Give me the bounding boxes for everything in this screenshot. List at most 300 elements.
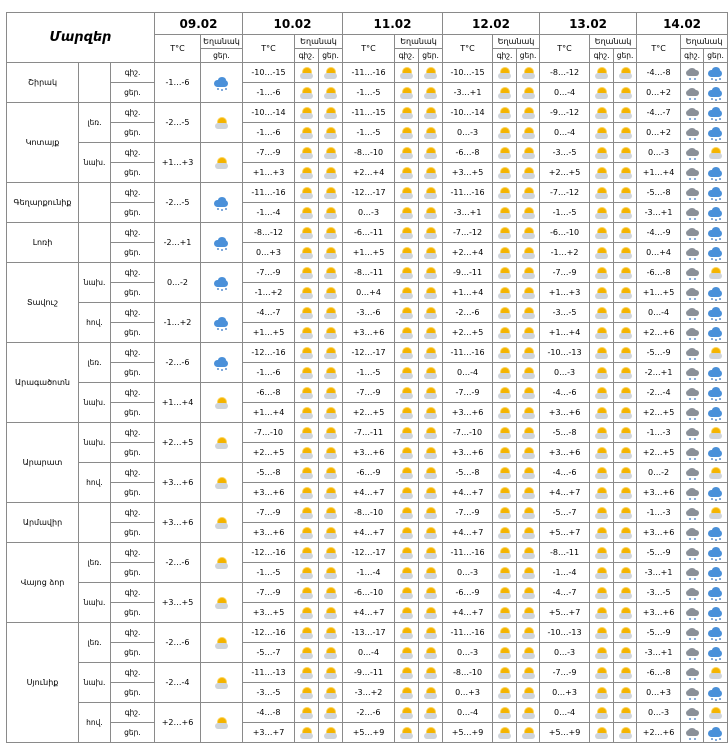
weather-day [419, 243, 443, 263]
partly-cloudy-icon [496, 567, 513, 580]
weather-day [319, 483, 343, 503]
temp-cell: +1…+5 [637, 283, 681, 303]
weather-day [517, 403, 540, 423]
temp-cell: -5…-7 [243, 643, 295, 663]
weather-day [319, 643, 343, 663]
temp-value: +1…+4 [161, 398, 194, 407]
cloudy-snow-icon [684, 147, 701, 160]
cloudy-snow-icon [684, 567, 701, 580]
weather-night [681, 203, 704, 223]
weather-day [704, 83, 728, 103]
temp-cell: -5…-7 [540, 503, 590, 523]
cloudy-snow-icon [684, 327, 701, 340]
weather-night [295, 383, 319, 403]
partly-cloudy-icon [213, 117, 230, 130]
weather-night [395, 143, 419, 163]
partly-cloudy-icon [298, 667, 315, 680]
partly-cloudy-icon [520, 587, 537, 600]
weather-day [704, 143, 728, 163]
partly-cloudy-icon [398, 307, 415, 320]
weather-night [295, 163, 319, 183]
partly-cloudy-icon [617, 347, 634, 360]
weather-night [590, 443, 614, 463]
table-row [7, 83, 728, 103]
partly-cloudy-icon [422, 307, 439, 320]
snow-cloud-icon [213, 77, 230, 90]
temp-cell: -3…-6 [343, 303, 395, 323]
snow-cloud-icon [707, 207, 724, 220]
weather-night [395, 423, 419, 443]
partly-cloudy-icon [322, 307, 339, 320]
weather-night [395, 163, 419, 183]
temp-cell: -3…-5 [540, 143, 590, 163]
partly-cloudy-icon [520, 687, 537, 700]
temp-cell: +1…+4 [637, 163, 681, 183]
weather-day [517, 123, 540, 143]
weather-night [295, 623, 319, 643]
temp-cell: 0…-3 [443, 643, 493, 663]
night-header: գիշ. [295, 49, 319, 63]
weather-day [704, 63, 728, 83]
weather-day [517, 143, 540, 163]
table-row [7, 123, 728, 143]
weather-night [295, 643, 319, 663]
table-row [7, 683, 728, 703]
partly-cloudy-icon [422, 187, 439, 200]
weather-day [419, 123, 443, 143]
partly-cloudy-icon [298, 67, 315, 80]
partly-cloudy-icon [398, 507, 415, 520]
region-name: Արմավիր [7, 503, 79, 543]
time-of-day: գիշ. [111, 63, 155, 83]
weather-day1 [201, 623, 243, 663]
weather-night [493, 243, 517, 263]
weather-night [681, 723, 704, 743]
weather-night [395, 63, 419, 83]
weather-day [704, 103, 728, 123]
weather-night [590, 103, 614, 123]
temp-cell: -11…-16 [343, 63, 395, 83]
weather-day [419, 463, 443, 483]
weather-day [704, 323, 728, 343]
cloudy-snow-icon [684, 267, 701, 280]
partly-cloudy-icon [520, 87, 537, 100]
temp-cell: +2…+5 [540, 163, 590, 183]
partly-cloudy-icon [617, 327, 634, 340]
subregion-name: նախ. [79, 143, 111, 183]
temp-cell: -12…-17 [343, 183, 395, 203]
partly-cloudy-icon [496, 607, 513, 620]
partly-cloudy-icon [520, 487, 537, 500]
region-name: Արագածոտն [7, 343, 79, 423]
weather-day [319, 663, 343, 683]
time-of-day: ցեր. [111, 203, 155, 223]
temp-cell: 0…-3 [637, 143, 681, 163]
partly-cloudy-icon [422, 327, 439, 340]
weather-day1 [201, 343, 243, 383]
subregion-name: լեռ. [79, 543, 111, 583]
weather-day1 [201, 183, 243, 223]
partly-cloudy-icon [398, 727, 415, 740]
partly-cloudy-icon [298, 507, 315, 520]
weather-night [493, 303, 517, 323]
snow-cloud-icon [707, 307, 724, 320]
partly-cloudy-icon [322, 227, 339, 240]
weather-night [395, 723, 419, 743]
date-header: 09.02 [155, 13, 243, 35]
partly-cloudy-icon [213, 397, 230, 410]
weather-day [517, 603, 540, 623]
subregion-name: նախ. [79, 583, 111, 623]
weather-night [681, 163, 704, 183]
temp-value: +1…+3 [161, 158, 194, 167]
weather-night [295, 523, 319, 543]
partly-cloudy-icon [496, 227, 513, 240]
partly-cloudy-icon [520, 447, 537, 460]
region-name: Գեղարքունիք [7, 183, 79, 223]
temp-cell: +5…+9 [343, 723, 395, 743]
temp-cell: -9…-11 [443, 263, 493, 283]
subregion-name [79, 63, 111, 103]
partly-cloudy-icon [298, 247, 315, 260]
partly-cloudy-icon [520, 507, 537, 520]
temp-cell: -6…-10 [343, 583, 395, 603]
weather-day [614, 223, 637, 243]
partly-cloudy-icon [617, 307, 634, 320]
partly-cloudy-icon [617, 727, 634, 740]
table-row [7, 223, 728, 243]
temp-cell: 0…-3 [637, 703, 681, 723]
weather-day [319, 103, 343, 123]
temp-value: +3…+6 [161, 518, 194, 527]
weather-night [295, 703, 319, 723]
temp-cell: -4…-6 [540, 463, 590, 483]
temp-cell: -7…-9 [443, 383, 493, 403]
partly-cloudy-icon [593, 67, 610, 80]
cloudy-snow-icon [684, 607, 701, 620]
weather-day [517, 563, 540, 583]
date-header: 14.02 [637, 13, 728, 35]
partly-cloudy-icon [593, 427, 610, 440]
weather-day [319, 503, 343, 523]
temp-cell: +4…+7 [443, 603, 493, 623]
weather-day [704, 563, 728, 583]
partly-cloudy-icon [617, 387, 634, 400]
partly-cloudy-icon [617, 187, 634, 200]
partly-cloudy-icon [298, 487, 315, 500]
weather-day [517, 263, 540, 283]
temp-cell: -7…-9 [243, 143, 295, 163]
day-header: ցեր. [517, 49, 540, 63]
partly-cloudy-icon [496, 247, 513, 260]
weather-day1 [201, 383, 243, 423]
partly-cloudy-icon [322, 167, 339, 180]
temp-day1 [155, 503, 201, 543]
weather-day [517, 343, 540, 363]
temp-header: T°C [155, 35, 201, 63]
time-of-day: ցեր. [111, 643, 155, 663]
time-of-day: ցեր. [111, 563, 155, 583]
partly-cloudy-icon [520, 147, 537, 160]
temp-cell: -1…-6 [243, 363, 295, 383]
time-of-day: գիշ. [111, 383, 155, 403]
partly-cloudy-icon [593, 247, 610, 260]
weather-day [319, 583, 343, 603]
temp-cell: -13…-17 [343, 623, 395, 643]
weather-night [493, 203, 517, 223]
temp-cell: -1…-3 [637, 423, 681, 443]
cloudy-snow-icon [684, 427, 701, 440]
weather-day [614, 383, 637, 403]
weather-night [590, 223, 614, 243]
time-of-day: գիշ. [111, 623, 155, 643]
weather-day [614, 143, 637, 163]
weather-night [395, 603, 419, 623]
time-of-day: ցեր. [111, 123, 155, 143]
weather-day [517, 423, 540, 443]
partly-cloudy-icon [398, 387, 415, 400]
temp-cell: -6…-10 [540, 223, 590, 243]
temp-cell: -6…-8 [443, 143, 493, 163]
weather-day [517, 523, 540, 543]
partly-cloudy-icon [322, 407, 339, 420]
table-row [7, 643, 728, 663]
temp-cell: -7…-9 [243, 263, 295, 283]
partly-cloudy-icon [213, 557, 230, 570]
weather-day1 [201, 263, 243, 303]
cloudy-snow-icon [684, 667, 701, 680]
temp-day1 [155, 583, 201, 623]
partly-cloudy-icon [496, 447, 513, 460]
temp-day1 [155, 463, 201, 503]
partly-cloudy-icon [617, 247, 634, 260]
weather-night [590, 263, 614, 283]
partly-cloudy-icon [298, 587, 315, 600]
partly-cloudy-icon [617, 147, 634, 160]
temp-cell: -12…-16 [243, 623, 295, 643]
weather-day [704, 343, 728, 363]
weather-night [395, 543, 419, 563]
cloudy-snow-icon [684, 67, 701, 80]
partly-cloudy-icon [422, 707, 439, 720]
time-of-day: ցեր. [111, 523, 155, 543]
cloudy-snow-icon [684, 407, 701, 420]
partly-cloudy-icon [398, 707, 415, 720]
cloudy-snow-icon [684, 487, 701, 500]
partly-cloudy-icon [322, 467, 339, 480]
weather-day [319, 523, 343, 543]
partly-cloudy-icon [520, 707, 537, 720]
table-row [7, 183, 728, 203]
temp-cell: -3…+1 [637, 643, 681, 663]
temp-value: -2…-5 [165, 198, 190, 207]
weather-night [395, 263, 419, 283]
weather-header: Եղանակ [681, 35, 728, 49]
weather-night [681, 443, 704, 463]
partly-cloudy-icon [298, 467, 315, 480]
partly-cloudy-icon [298, 167, 315, 180]
temp-cell: +2…+5 [443, 323, 493, 343]
weather-day [419, 303, 443, 323]
weather-night [295, 323, 319, 343]
partly-cloudy-icon [298, 527, 315, 540]
night-header: գիշ. [681, 49, 704, 63]
partly-cloudy-icon [617, 587, 634, 600]
weather-day [319, 543, 343, 563]
weather-header: Եղանակ [493, 35, 540, 49]
temp-cell: +2…+6 [637, 323, 681, 343]
temp-value: +3…+6 [161, 478, 194, 487]
weather-night [395, 303, 419, 323]
partly-cloudy-icon [398, 527, 415, 540]
partly-cloudy-icon [520, 247, 537, 260]
temp-cell: -10…-15 [443, 63, 493, 83]
weather-night [395, 243, 419, 263]
weather-day [319, 723, 343, 743]
partly-cloudy-icon [496, 487, 513, 500]
partly-cloudy-icon [298, 647, 315, 660]
temp-cell: +3…+5 [443, 163, 493, 183]
weather-day [319, 623, 343, 643]
partly-cloudy-icon [422, 427, 439, 440]
temp-cell: -1…-5 [343, 363, 395, 383]
temp-value: -2…-6 [165, 638, 190, 647]
time-of-day: ցեր. [111, 163, 155, 183]
weather-night [590, 723, 614, 743]
weather-night [493, 103, 517, 123]
temp-cell: -6…-8 [637, 263, 681, 283]
temp-value: -2…-5 [165, 118, 190, 127]
weather-night [590, 583, 614, 603]
weather-night [493, 83, 517, 103]
temp-cell: +1…+5 [243, 323, 295, 343]
partly-cloudy-icon [707, 427, 724, 440]
time-of-day: գիշ. [111, 223, 155, 243]
weather-night [590, 483, 614, 503]
partly-cloudy-icon [322, 727, 339, 740]
temp-cell: -9…-12 [540, 103, 590, 123]
snow-cloud-icon [707, 67, 724, 80]
weather-day [517, 283, 540, 303]
temp-cell: -10…-14 [443, 103, 493, 123]
subregion-name: նախ. [79, 423, 111, 463]
weather-day [419, 683, 443, 703]
weather-day [319, 83, 343, 103]
weather-night [681, 683, 704, 703]
weather-night [395, 523, 419, 543]
snow-cloud-icon [707, 547, 724, 560]
weather-day [614, 163, 637, 183]
partly-cloudy-icon [496, 347, 513, 360]
partly-cloudy-icon [496, 387, 513, 400]
weather-night [395, 443, 419, 463]
weather-day [517, 543, 540, 563]
weather-night [493, 483, 517, 503]
temp-day1 [155, 63, 201, 103]
partly-cloudy-icon [298, 707, 315, 720]
partly-cloudy-icon [593, 687, 610, 700]
temp-value: -2…-6 [165, 358, 190, 367]
cloudy-snow-icon [684, 187, 701, 200]
cloudy-snow-icon [684, 447, 701, 460]
partly-cloudy-icon [422, 207, 439, 220]
partly-cloudy-icon [398, 67, 415, 80]
partly-cloudy-icon [520, 627, 537, 640]
partly-cloudy-icon [422, 387, 439, 400]
weather-day [419, 383, 443, 403]
weather-night [681, 103, 704, 123]
weather-night [681, 423, 704, 443]
weather-header: Եղանակ [295, 35, 343, 49]
weather-night [590, 183, 614, 203]
weather-day [419, 143, 443, 163]
partly-cloudy-icon [593, 587, 610, 600]
partly-cloudy-icon [422, 547, 439, 560]
temp-cell: +5…+9 [540, 723, 590, 743]
partly-cloudy-icon [213, 477, 230, 490]
weather-night [681, 363, 704, 383]
cloudy-snow-icon [684, 707, 701, 720]
weather-day [319, 423, 343, 443]
subregion-name: հով. [79, 303, 111, 343]
weather-day [614, 483, 637, 503]
snow-cloud-icon [707, 387, 724, 400]
weather-day [704, 583, 728, 603]
time-of-day: ցեր. [111, 723, 155, 743]
temp-day1 [155, 143, 201, 183]
snow-cloud-icon [707, 167, 724, 180]
temp-cell: -12…-17 [343, 343, 395, 363]
temp-cell: 0…+3 [243, 243, 295, 263]
partly-cloudy-icon [496, 467, 513, 480]
weather-night [395, 463, 419, 483]
temp-cell: +1…+4 [243, 403, 295, 423]
partly-cloudy-icon [213, 677, 230, 690]
snow-cloud-icon [707, 127, 724, 140]
partly-cloudy-icon [422, 167, 439, 180]
partly-cloudy-icon [593, 187, 610, 200]
partly-cloudy-icon [520, 427, 537, 440]
weather-day1 [201, 423, 243, 463]
partly-cloudy-icon [617, 567, 634, 580]
time-of-day: գիշ. [111, 423, 155, 443]
weather-header: Եղանակ [201, 35, 243, 49]
date-header: 11.02 [343, 13, 443, 35]
temp-day1 [155, 263, 201, 303]
weather-day [319, 403, 343, 423]
partly-cloudy-icon [422, 267, 439, 280]
table-row [7, 403, 728, 423]
weather-night [681, 123, 704, 143]
temp-cell: +1…+3 [243, 163, 295, 183]
temp-value: -2…+1 [163, 238, 192, 247]
time-of-day: գիշ. [111, 543, 155, 563]
partly-cloudy-icon [496, 187, 513, 200]
partly-cloudy-icon [298, 547, 315, 560]
time-of-day: ցեր. [111, 443, 155, 463]
weather-day [614, 83, 637, 103]
weather-night [493, 543, 517, 563]
weather-night [295, 663, 319, 683]
table-row [7, 563, 728, 583]
weather-night [681, 143, 704, 163]
weather-day [319, 703, 343, 723]
table-row [7, 703, 728, 723]
partly-cloudy-icon [298, 687, 315, 700]
weather-day [704, 183, 728, 203]
partly-cloudy-icon [593, 447, 610, 460]
subregion-name [79, 503, 111, 543]
